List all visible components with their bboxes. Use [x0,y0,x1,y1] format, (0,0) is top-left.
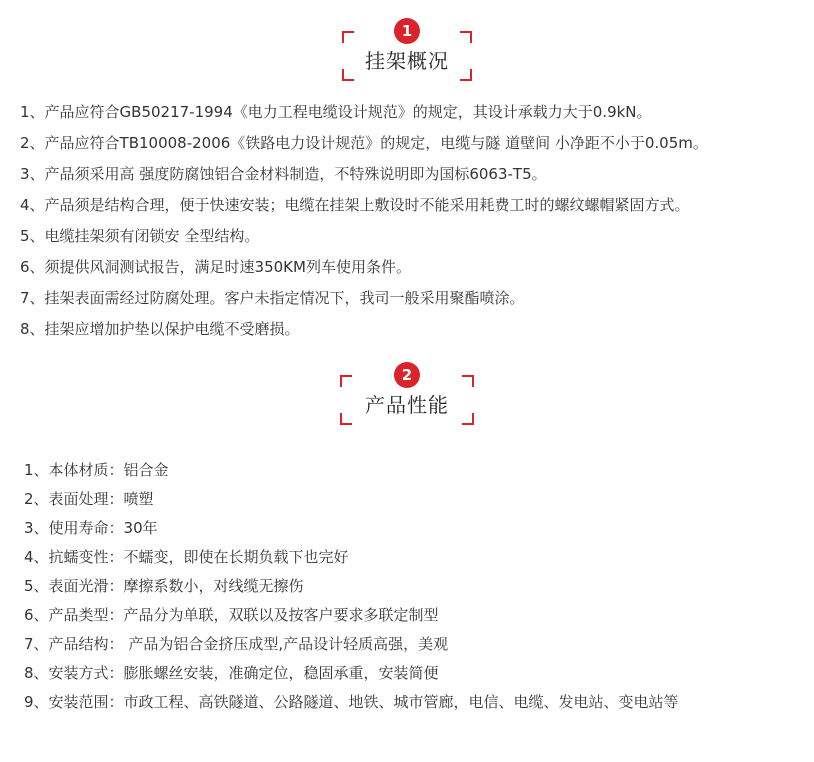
list-item: 4、抗蠕变性：不蠕变，即使在长期负载下也完好 [24,548,349,566]
list-item: 3、产品须采用高 强度防腐蚀铝合金材料制造，不特殊说明即为国标6063-T5。 [20,165,547,183]
section-2-header [0,362,814,432]
list-item: 6、须提供风洞测试报告，满足时速350KM列车使用条件。 [20,258,411,276]
list-item: 1、产品应符合GB50217-1994《电力工程电缆设计规范》的规定，其设计承载力大于0.9kN。 [20,103,652,121]
list-item: 6、产品类型：产品分为单联，双联以及按客户要求多联定制型 [24,606,439,624]
list-item: 7、产品结构： 产品为铝合金挤压成型,产品设计轻质高强，美观 [24,635,449,653]
list-item: 5、表面光滑：摩擦系数小，对线缆无擦伤 [24,577,304,595]
list-item: 1、本体材质：铝合金 [24,461,169,479]
section-1-header [0,18,814,88]
list-item: 2、产品应符合TB10008-2006《铁路电力设计规范》的规定，电缆与隧 道壁间 小净距不小于0.05m。 [20,134,708,152]
list-item: 2、表面处理：喷塑 [24,490,154,508]
list-item: 5、电缆挂架须有闭锁安 全型结构。 [20,227,260,245]
section-1-title: 挂架概况 [365,49,449,73]
section-2-title: 产品性能 [365,393,449,417]
list-item: 4、产品须是结构合理，便于快速安装；电缆在挂架上敷设时不能采用耗费工时的螺纹螺帽紧固方式。 [20,196,690,214]
performance-list [24,456,679,717]
section-1-badge: 1 [394,18,420,44]
list-item: 8、挂架应增加护垫以保护电缆不受磨损。 [20,320,300,338]
list-item: 8、安装方式：膨胀螺丝安装，准确定位，稳固承重，安装简便 [24,664,439,682]
list-item: 3、使用寿命：30年 [24,519,158,537]
spec-list [20,97,708,345]
list-item: 7、挂架表面需经过防腐处理。客户未指定情况下，我司一般采用聚酯喷涂。 [20,289,525,307]
section-2-badge: 2 [394,362,420,388]
list-item: 9、安装范围：市政工程、高铁隧道、公路隧道、地铁、城市管廊，电信、电缆、发电站、变电站等 [24,693,679,711]
